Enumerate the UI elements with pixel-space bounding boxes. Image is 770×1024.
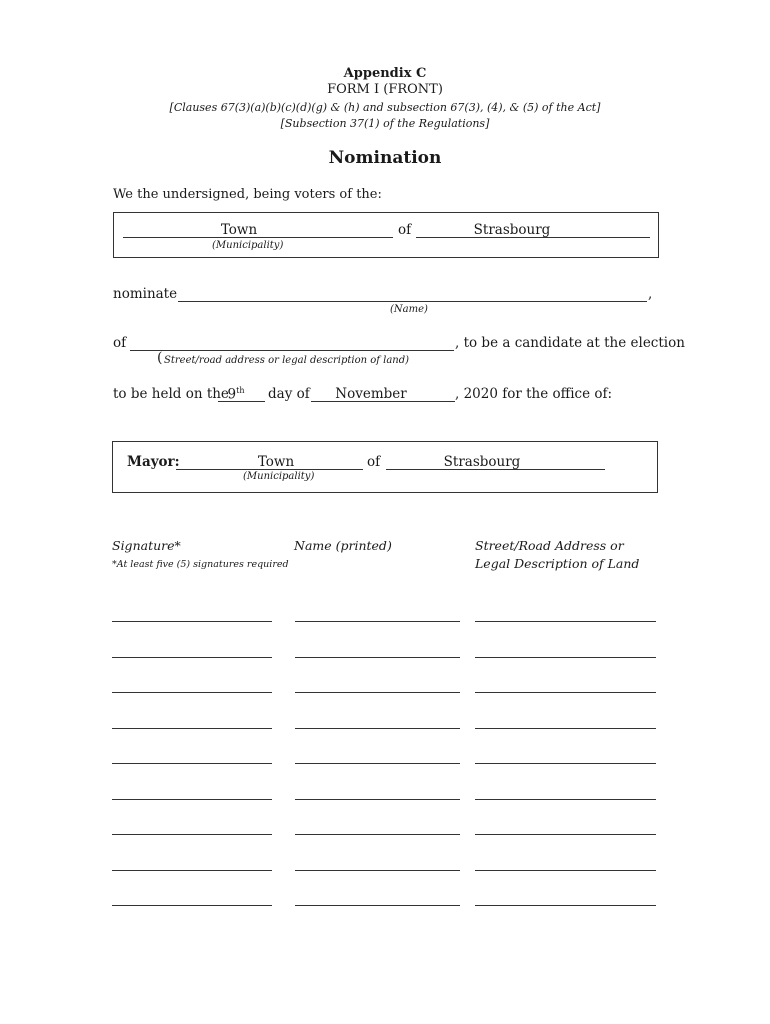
office-label: Mayor: [127, 454, 180, 470]
intro-text: We the undersigned, being voters of the: [113, 187, 382, 202]
page-title: Nomination [328, 148, 442, 168]
address-line[interactable] [475, 870, 656, 871]
address-column-heading-line2: Legal Description of Land [475, 556, 640, 571]
subsection-reference: [Subsection 37(1) of the Regulations] [280, 117, 490, 130]
printed-name-line[interactable] [295, 834, 460, 835]
signature-line[interactable] [112, 657, 272, 658]
signature-line[interactable] [112, 763, 272, 764]
office-municipality-name-value: Strasbourg [443, 454, 521, 470]
signature-line[interactable] [112, 621, 272, 622]
address-line[interactable] [475, 799, 656, 800]
printed-name-line[interactable] [295, 763, 460, 764]
voters-municipality-type-value: Town [220, 222, 258, 238]
voters-municipality-name-value: Strasbourg [473, 222, 551, 238]
election-month-value: November [335, 386, 407, 402]
nominate-label: nominate [113, 286, 178, 302]
nominee-name-field[interactable] [178, 287, 647, 302]
signature-line[interactable] [112, 799, 272, 800]
address-line[interactable] [475, 621, 656, 622]
address-caption-paren: ( [157, 350, 163, 366]
printed-name-line[interactable] [295, 692, 460, 693]
signature-line[interactable] [112, 692, 272, 693]
voters-of-label: of [398, 222, 412, 238]
printed-name-line[interactable] [295, 799, 460, 800]
form-heading: FORM I (FRONT) [327, 82, 443, 97]
voters-municipality-caption: (Municipality) [212, 240, 284, 251]
address-of-label: of [113, 335, 127, 351]
nominee-name-caption: (Name) [390, 304, 428, 315]
printed-name-line[interactable] [295, 905, 460, 906]
printed-name-line[interactable] [295, 728, 460, 729]
name-printed-column-heading: Name (printed) [294, 538, 392, 553]
office-municipality-caption: (Municipality) [243, 471, 315, 482]
nominee-address-field[interactable] [130, 336, 454, 351]
signature-line[interactable] [112, 870, 272, 871]
signature-column-heading: Signature* [112, 538, 181, 553]
address-line[interactable] [475, 834, 656, 835]
address-line[interactable] [475, 657, 656, 658]
address-caption: Street/road address or legal description of land) [164, 355, 410, 366]
election-day-value: 9th [227, 386, 245, 403]
address-line[interactable] [475, 692, 656, 693]
office-of-label: of [367, 454, 381, 470]
address-line[interactable] [475, 728, 656, 729]
printed-name-line[interactable] [295, 621, 460, 622]
candidate-election-text: , to be a candidate at the election [455, 335, 685, 351]
office-municipality-type-value: Town [257, 454, 295, 470]
signature-line[interactable] [112, 834, 272, 835]
clauses-reference: [Clauses 67(3)(a)(b)(c)(d)(g) & (h) and subsection 67(3), (4), & (5) of the Act] [169, 101, 601, 114]
address-line[interactable] [475, 763, 656, 764]
signature-line[interactable] [112, 728, 272, 729]
printed-name-line[interactable] [295, 870, 460, 871]
election-day-suffix: th [236, 386, 245, 395]
election-date-suffix: , 2020 for the office of: [455, 386, 613, 402]
signature-line[interactable] [112, 905, 272, 906]
address-column-heading-line1: Street/Road Address or [475, 538, 624, 553]
appendix-heading: Appendix C [343, 66, 427, 81]
election-date-prefix: to be held on the [113, 386, 229, 402]
nominate-trailing-comma: , [648, 286, 653, 302]
printed-name-line[interactable] [295, 657, 460, 658]
signature-requirement-note: *At least five (5) signatures required [112, 559, 289, 570]
day-of-label: day of [268, 386, 310, 402]
address-line[interactable] [475, 905, 656, 906]
